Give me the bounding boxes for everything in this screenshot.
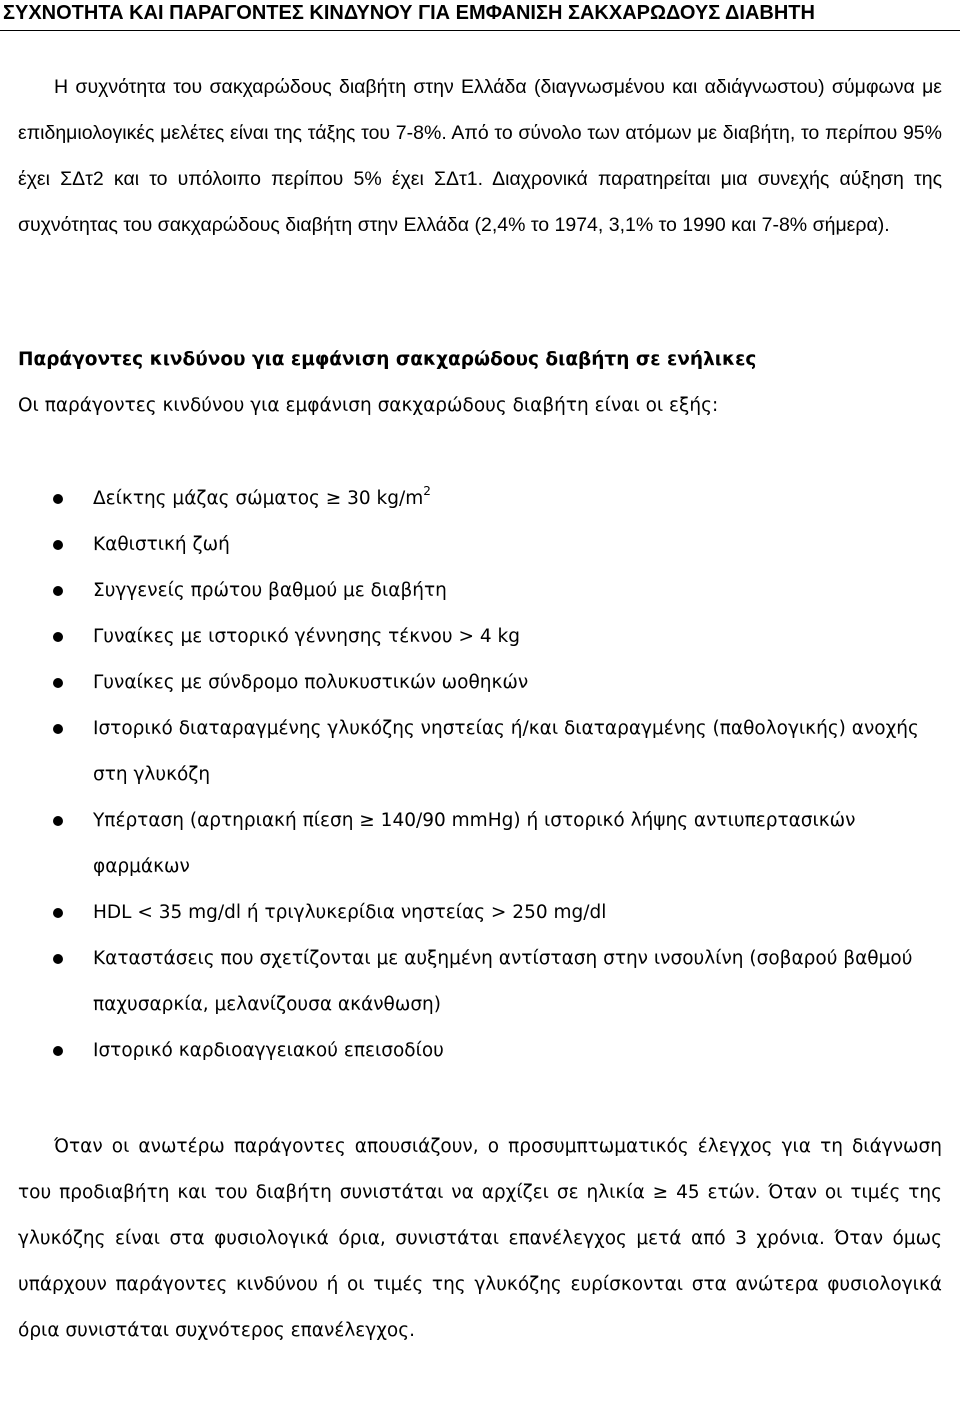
list-item-text: Καταστάσεις που σχετίζονται με αυξημένη αντίσταση στην ινσουλίνη (σοβαρού βαθμού παχυσαρκία, μελανίζουσα ακάνθωση) bbox=[93, 948, 913, 1015]
list-item-text: Ιστορικό διαταραγμένης γλυκόζης νηστείας ή/και διαταραγμένης (παθολογικής) ανοχής στη γλυκόζη bbox=[93, 718, 919, 785]
list-item bbox=[0, 522, 960, 568]
list-item bbox=[0, 568, 960, 614]
list-item bbox=[0, 890, 960, 936]
list-item bbox=[0, 614, 960, 660]
title-bar bbox=[0, 0, 960, 31]
list-item-text: Καθιστική ζωή bbox=[93, 534, 230, 555]
bullet-dot-icon bbox=[53, 540, 63, 550]
list-item-text: Γυναίκες με ιστορικό γέννησης τέκνου > 4 kg bbox=[93, 626, 520, 647]
bullet-dot-icon bbox=[53, 908, 63, 918]
bullet-dot-icon bbox=[53, 1046, 63, 1056]
risk-factors-intro: Οι παράγοντες κινδύνου για εμφάνιση σακχαρώδους διαβήτη είναι οι εξής: bbox=[18, 395, 719, 416]
bullet-dot-icon bbox=[53, 954, 63, 964]
list-item bbox=[0, 660, 960, 706]
bullet-dot-icon bbox=[53, 816, 63, 826]
frequency-paragraph: Η συχνότητα του σακχαρώδους διαβήτη στην Ελλάδα (διαγνωσμένου και αδιάγνωστου) σύμφωνα με επιδημιολογικές μελέτες είναι της τάξης του 7-8%. Από το σύνολο των ατόμων με διαβήτη, το περίπου 95% έχει ΣΔτ2 και το υπόλοιπο περίπου 5% έχει ΣΔτ1. Διαχρονικά παρατηρείται μια συνεχής αύξηση της συχνότητας του σακχαρώδους διαβήτη στην Ελλάδα (2,4% το 1974, 3,1% το 1990 και 7-8% σήμερα). bbox=[18, 76, 942, 236]
page-title: ΣΥΧΝΟΤΗΤΑ ΚΑΙ ΠΑΡΑΓΟΝΤΕΣ ΚΙΝΔΥΝΟΥ ΓΙΑ ΕΜΦΑΝΙΣΗ ΣΑΚΧΑΡΩΔΟΥΣ ΔΙΑΒΗΤΗ bbox=[3, 2, 815, 24]
list-item-text: Δείκτης μάζας σώματος ≥ 30 kg/m bbox=[93, 488, 424, 509]
list-item-text: Υπέρταση (αρτηριακή πίεση ≥ 140/90 mmHg) ή ιστορικό λήψης αντιυπερτασικών φαρμάκων bbox=[93, 810, 856, 877]
list-item-text: Γυναίκες με σύνδρομο πολυκυστικών ωοθηκών bbox=[93, 672, 529, 693]
list-item-text: HDL < 35 mg/dl ή τριγλυκερίδια νηστείας > 250 mg/dl bbox=[93, 902, 607, 923]
bullet-dot-icon bbox=[53, 494, 63, 504]
list-item bbox=[0, 936, 960, 1028]
bullet-dot-icon bbox=[53, 632, 63, 642]
list-item-text: Ιστορικό καρδιοαγγειακού επεισοδίου bbox=[93, 1040, 444, 1061]
risk-factors-heading: Παράγοντες κινδύνου για εμφάνιση σακχαρώδους διαβήτη σε ενήλικες bbox=[18, 349, 757, 370]
list-item bbox=[0, 476, 960, 522]
risk-factors-list bbox=[0, 476, 960, 1074]
bullet-dot-icon bbox=[53, 724, 63, 734]
list-item-superscript: 2 bbox=[423, 484, 431, 498]
list-item bbox=[0, 706, 960, 798]
list-item-text: Συγγενείς πρώτου βαθμού με διαβήτη bbox=[93, 580, 447, 601]
bullet-dot-icon bbox=[53, 586, 63, 596]
screening-paragraph: Όταν οι ανωτέρω παράγοντες απουσιάζουν, ο προσυμπτωματικός έλεγχος για τη διάγνωση του προδιαβήτη και του διαβήτη συνιστάται να αρχίζει σε ηλικία ≥ 45 ετών. Όταν οι τιμές της γλυκόζης είναι στα φυσιολογικά όρια, συνιστάται επανέλεγχος μετά από 3 χρόνια. Όταν όμως υπάρχουν παράγοντες κινδύνου ή οι τιμές της γλυκόζης ευρίσκονται στα ανώτερα φυσιολογικά όρια συνιστάται συχνότερος επανέλεγχος. bbox=[18, 1136, 942, 1341]
bullet-dot-icon bbox=[53, 678, 63, 688]
list-item bbox=[0, 1028, 960, 1074]
list-item bbox=[0, 798, 960, 890]
